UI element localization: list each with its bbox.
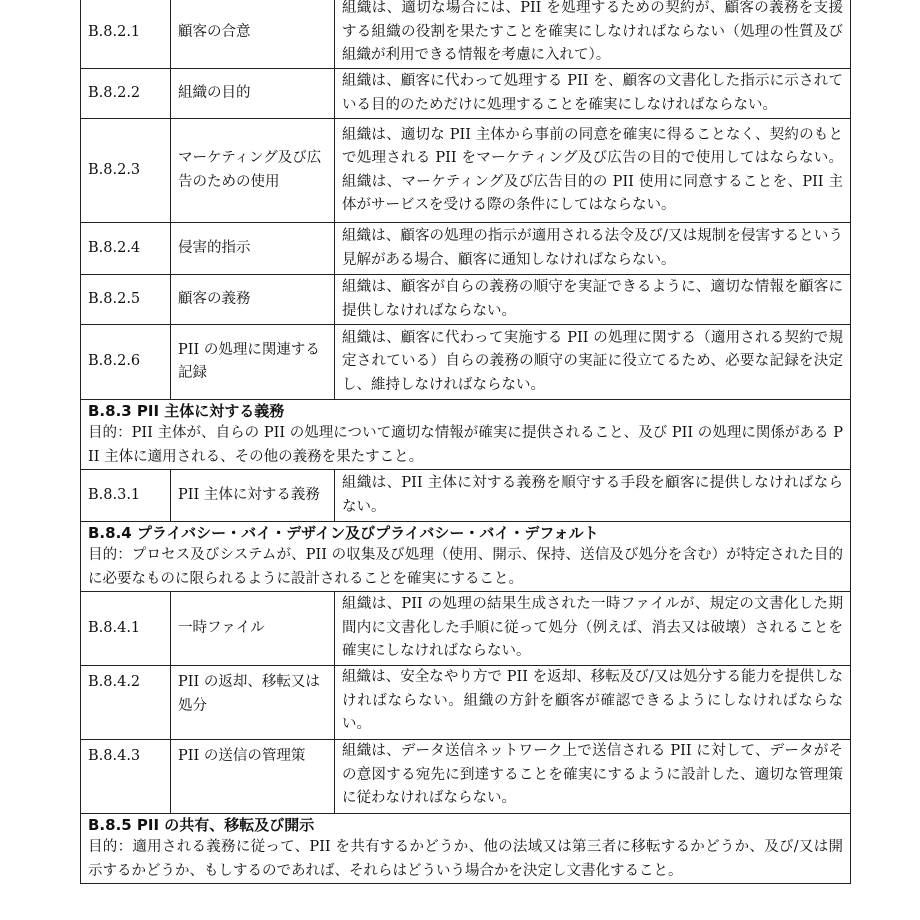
control-id: B.8.2.6: [81, 325, 171, 400]
control-text: 組織は、安全なやり方で PII を返却、移転及び/又は処分する能力を提供しなければならない。組織の方針を顧客が確認できるようにしなければならない。: [335, 666, 851, 740]
section-title: B.8.4 プライバシー・バイ・デザイン及びプライバシー・バイ・デフォルト: [88, 524, 599, 542]
control-id: B.8.2.3: [81, 119, 171, 223]
control-name: PII の処理に関連する記録: [171, 325, 335, 400]
control-text: 組織は、顧客の処理の指示が適用される法令及び/又は規制を侵害するという見解がある場合、顧客に通知しなければならない。: [335, 223, 851, 275]
control-row: [81, 0, 851, 69]
control-row: [81, 740, 851, 814]
control-name: 侵害的指示: [171, 223, 335, 275]
control-text: 組織は、顧客に代わって実施する PII の処理に関する（適用される契約で規定されている）自らの義務の順守の実証に役立てるため、必要な記録を決定し、維持しなければならない。: [335, 325, 851, 400]
control-id: B.8.2.4: [81, 223, 171, 275]
section-cell: [81, 814, 851, 884]
control-name: 顧客の合意: [171, 0, 335, 69]
control-id: B.8.4.1: [81, 592, 171, 666]
section-cell: [81, 522, 851, 592]
control-row: [81, 275, 851, 325]
control-row: [81, 69, 851, 119]
control-row: [81, 223, 851, 275]
control-name: 組織の目的: [171, 69, 335, 119]
control-id: B.8.2.5: [81, 275, 171, 325]
section-objective: 目的：PII 主体が、自らの PII の処理について適切な情報が確実に提供されること、及び PII の処理に関係がある PII 主体に適用される、その他の義務を果たすこと。: [88, 425, 843, 465]
control-id: B.8.3.1: [81, 470, 171, 522]
section-title: B.8.3 PII 主体に対する義務: [88, 402, 285, 420]
control-id: B.8.2.2: [81, 69, 171, 119]
control-id: B.8.2.1: [81, 0, 171, 69]
section-objective: 目的：適用される義務に従って、PII を共有するかどうか、他の法域又は第三者に移転するかどうか、及び/又は開示するかどうか、もしするのであれば、それらはどういう場合かを決定し文書化すること。: [88, 839, 843, 879]
control-name: マーケティング及び広告のための使用: [171, 119, 335, 223]
control-row: [81, 325, 851, 400]
control-text: 組織は、データ送信ネットワーク上で送信される PII に対して、データがその意図する宛先に到達することを確実にするように設計した、適切な管理策に従わなければならない。: [335, 740, 851, 814]
control-name: PII の送信の管理策: [171, 740, 335, 814]
control-text: 組織は、PII の処理の結果生成された一時ファイルが、規定の文書化した期間内に文書化した手順に従って処分（例えば、消去又は破壊）されることを確実にしなければならない。: [335, 592, 851, 666]
control-table: [80, 0, 851, 884]
section-title: B.8.5 PII の共有、移転及び開示: [88, 816, 315, 834]
control-text: 組織は、PII 主体に対する義務を順守する手段を顧客に提供しなければならない。: [335, 470, 851, 522]
control-row: [81, 119, 851, 223]
section-cell: [81, 400, 851, 470]
control-text: 組織は、顧客が自らの義務の順守を実証できるように、適切な情報を顧客に提供しなければならない。: [335, 275, 851, 325]
control-row: [81, 470, 851, 522]
section-row: [81, 522, 851, 592]
section-row: [81, 400, 851, 470]
control-row: [81, 592, 851, 666]
control-name: PII 主体に対する義務: [171, 470, 335, 522]
control-id: B.8.4.2: [81, 666, 171, 740]
control-text: 組織は、顧客に代わって処理する PII を、顧客の文書化した指示に示されている目的のためだけに処理することを確実にしなければならない。: [335, 69, 851, 119]
section-row: [81, 814, 851, 884]
control-name: PII の返却、移転又は処分: [171, 666, 335, 740]
control-text: 組織は、適切な場合には、PII を処理するための契約が、顧客の義務を支援する組織の役割を果たすことを確実にしなければならない（処理の性質及び組織が利用できる情報を考慮に入れて）。: [335, 0, 851, 69]
control-name: 一時ファイル: [171, 592, 335, 666]
control-id: B.8.4.3: [81, 740, 171, 814]
control-name: 顧客の義務: [171, 275, 335, 325]
section-objective: 目的：プロセス及びシステムが、PII の収集及び処理（使用、開示、保持、送信及び処分を含む）が特定された目的に必要なものに限られるように設計されることを確実にすること。: [88, 547, 843, 587]
control-text: 組織は、適切な PII 主体から事前の同意を確実に得ることなく、契約のもとで処理される PII をマーケティング及び広告の目的で使用してはならない。組織は、マーケティング及び広告目的の PII 使用に同意することを、PII 主体がサービスを受ける際の条件にしてはならない。: [335, 119, 851, 223]
control-row: [81, 666, 851, 740]
